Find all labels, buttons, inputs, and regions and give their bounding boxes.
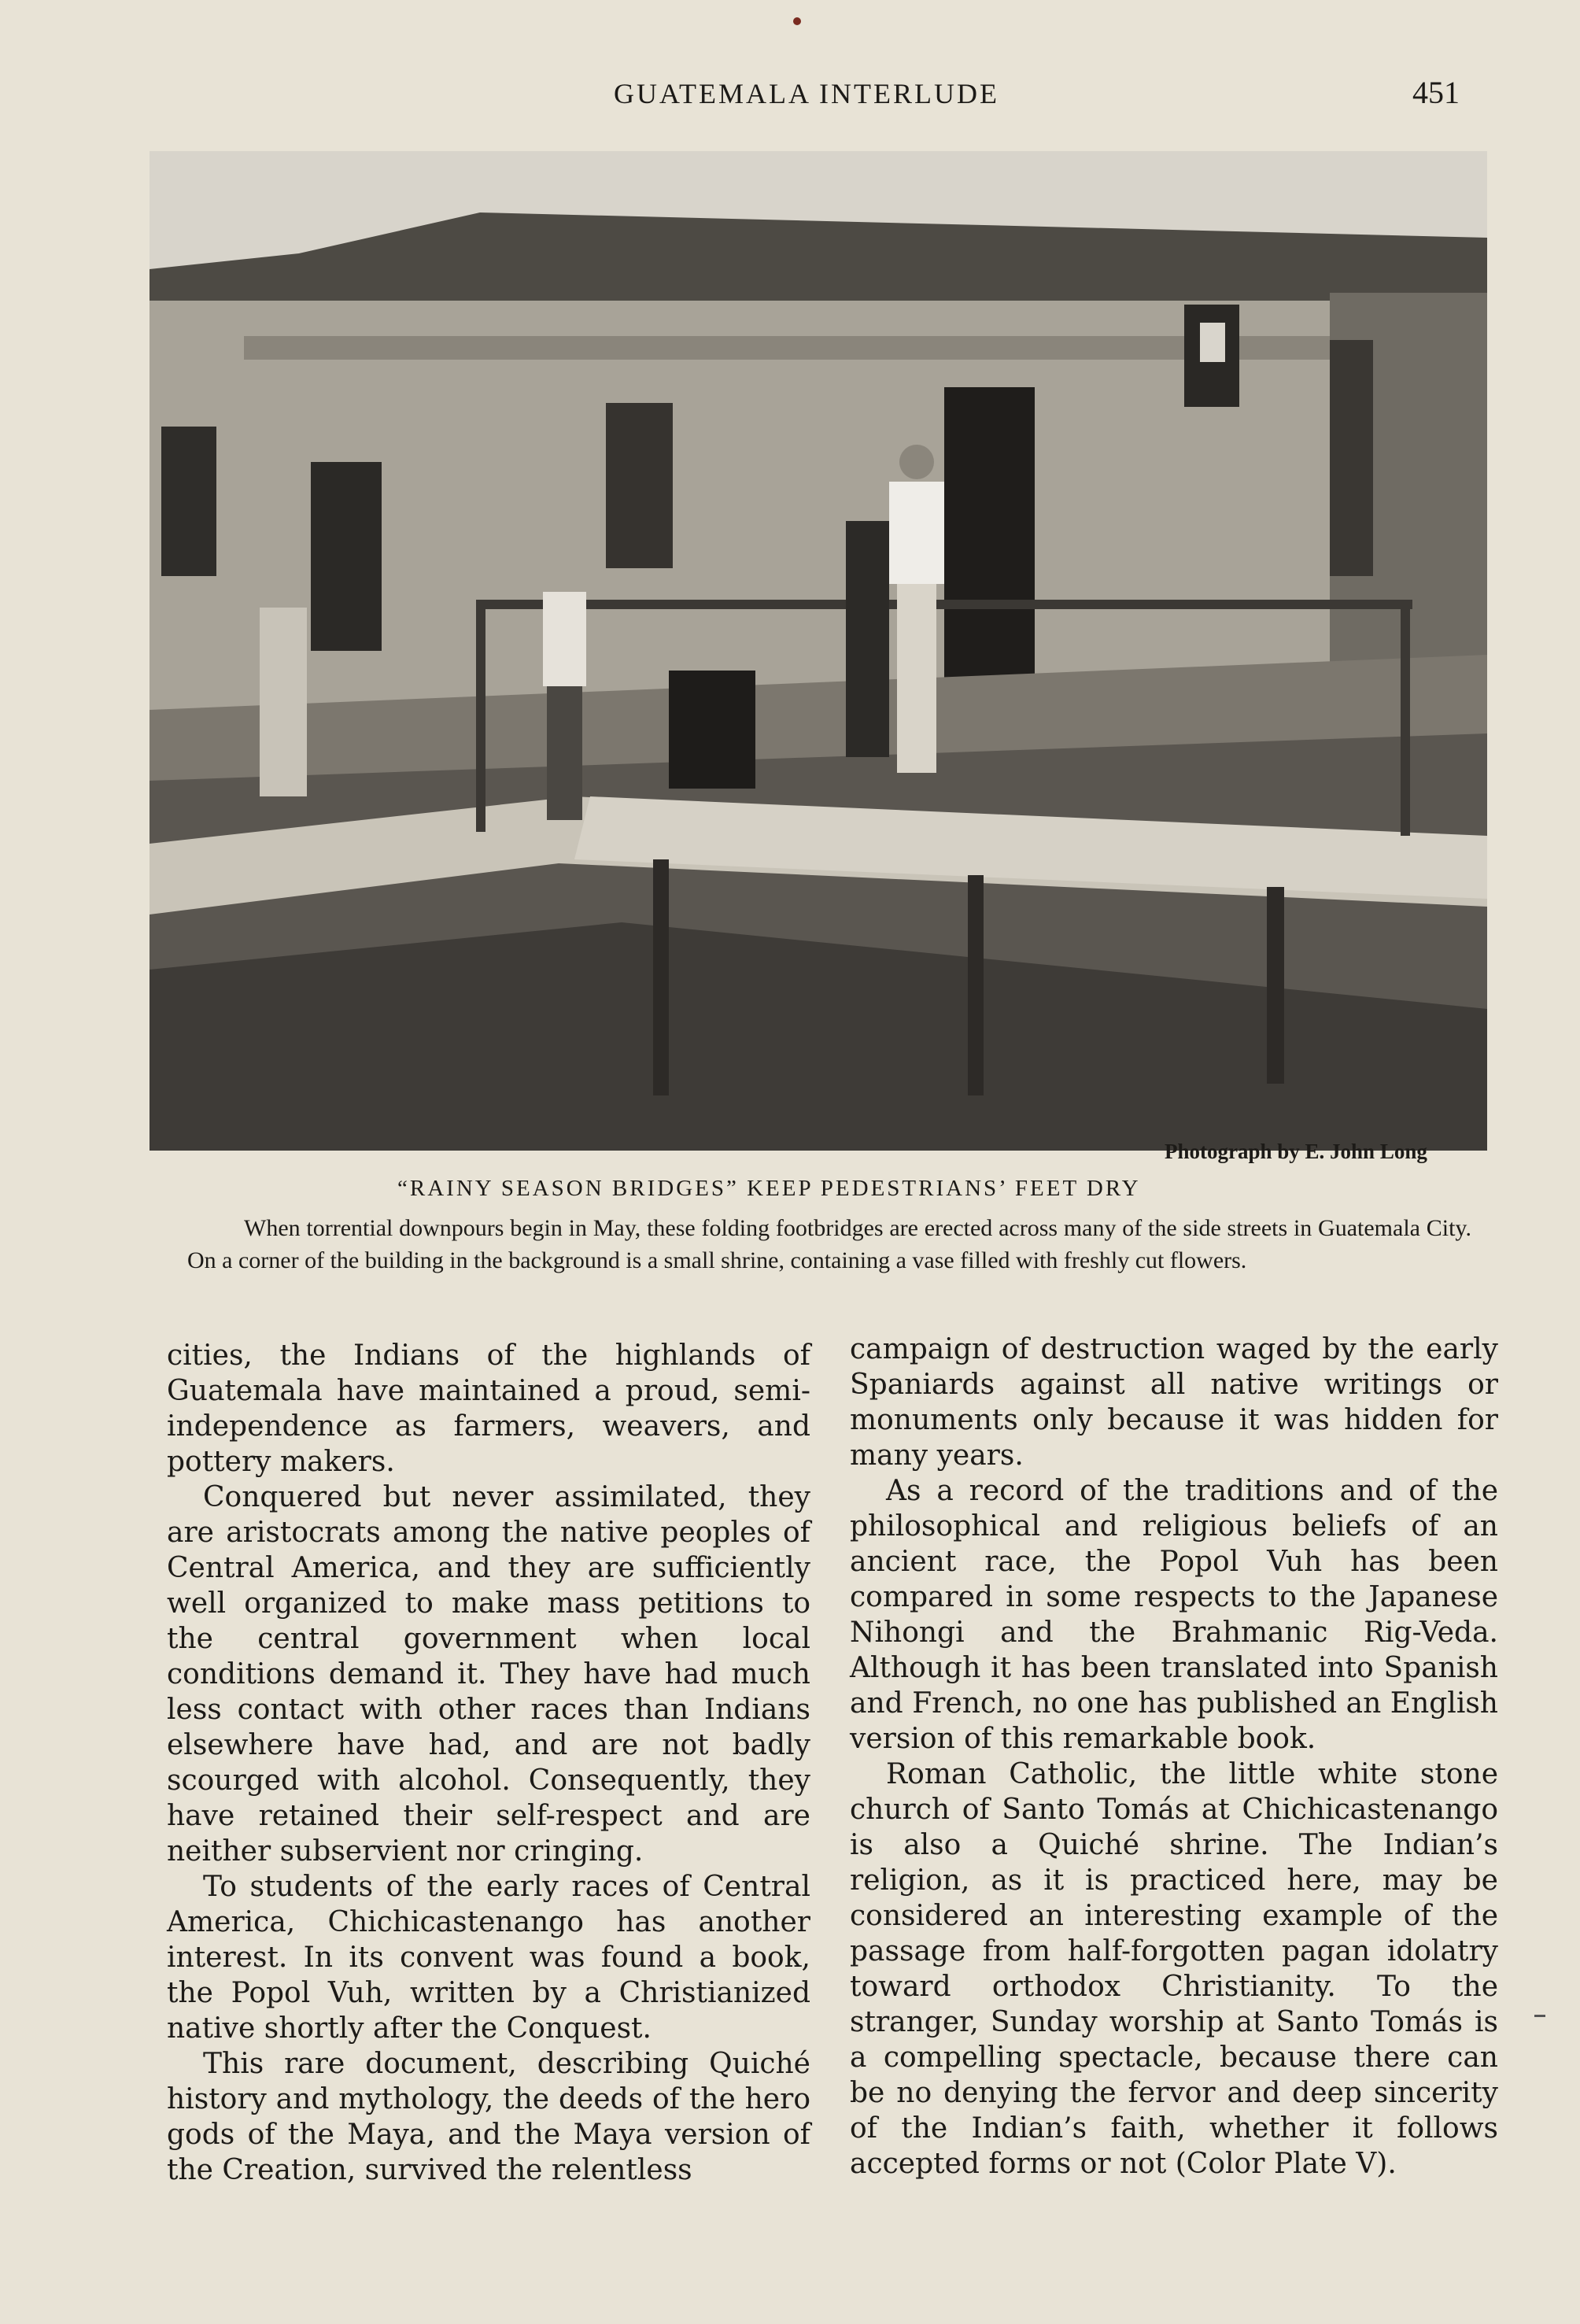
- paragraph: cities, the Indians of the highlands of Guatemala have maintained a proud, semi-independence as farmers, weavers, and pottery makers.: [167, 1339, 810, 1478]
- paragraph: Roman Catholic, the little white stone church of Santo Tomás at Chichicastenango is also a Quiché shrine. The Indian’s religion, as it is practiced here, may be considered an interesting example of the passage from half-forgotten pagan idolatry toward orthodox Christianity. To the stranger, Sunday worship at Santo Tomás is a compelling spectacle, because there can be no denying the fervor and deep sincerity of the Indian’s faith, whether it follows accepted forms or not (Color Plate V).: [850, 1758, 1498, 2180]
- paragraph: Conquered but never assimilated, they are aristocrats among the native peoples of Central America, and they are sufficiently well organized to make mass petitions to the central government when local conditions demand it. They have had much less contact with other races than Indians elsewhere have had, and are not badly scourged with alcohol. Consequently, they have retained their self-respect and are neither subservient nor cringing.: [167, 1481, 810, 1868]
- street-scene-illustration: [150, 151, 1487, 1151]
- paragraph: campaign of destruction waged by the early Spaniards against all native writings or monuments only because it was hidden for many years.: [850, 1333, 1498, 1472]
- caption-text: When torrential downpours begin in May, these folding footbridges are erected across many of the side streets in Guatemala City. On a corner of the building in the background is a small shrine, containing a vase filled with freshly cut flowers.: [187, 1215, 1471, 1273]
- photo-credit: Photograph by E. John Long: [1165, 1140, 1427, 1163]
- right-column: [850, 1332, 1498, 2182]
- paragraph: This rare document, describing Quiché history and mythology, the deeds of the hero gods of the Maya, and the Maya version of the Creation, survived the relentless: [167, 2048, 810, 2186]
- photograph: [150, 151, 1487, 1151]
- caption-title: “RAINY SEASON BRIDGES” KEEP PEDESTRIANS’ FEET DRY: [397, 1176, 1141, 1201]
- ink-dot: [793, 17, 801, 25]
- page-number: 451: [1412, 75, 1460, 110]
- paragraph: As a record of the traditions and of the philosophical and religious beliefs of an ancient race, the Popol Vuh has been compared in some respects to the Japanese Nihongi and the Brahmanic Rig-Veda. Although it has been translated into Spanish and French, no one has published an English version of this remarkable book.: [850, 1475, 1498, 1755]
- paragraph: To students of the early races of Central America, Chichicastenango has another interest. In its convent was found a book, the Popol Vuh, written by a Christianized native shortly after the Conquest.: [167, 1871, 810, 2045]
- left-column: [167, 1338, 810, 2188]
- running-head: GUATEMALA INTERLUDE: [614, 78, 999, 109]
- margin-mark: [1534, 2015, 1545, 2017]
